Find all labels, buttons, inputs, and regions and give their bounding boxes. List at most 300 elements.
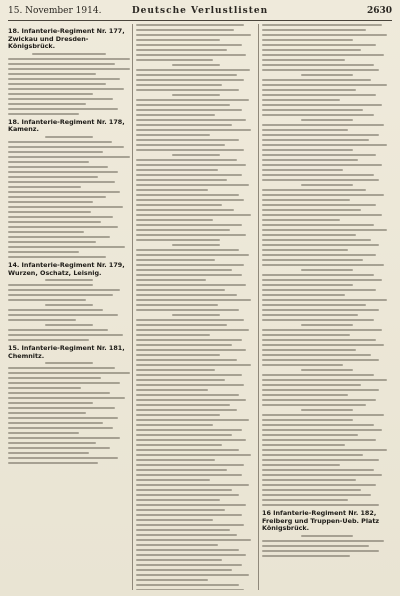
text-line (262, 244, 379, 246)
text-line (136, 519, 213, 521)
text-line (262, 204, 376, 206)
text-line (32, 53, 105, 55)
text-line (136, 409, 237, 411)
text-line (262, 489, 361, 491)
text-line (262, 454, 363, 456)
text-line (262, 114, 374, 116)
text-line (136, 289, 225, 291)
text-line (136, 284, 246, 286)
text-line (262, 374, 374, 376)
text-line (136, 334, 210, 336)
text-line (8, 412, 86, 414)
text-line (262, 129, 348, 131)
text-line (136, 544, 218, 546)
text-line (136, 124, 232, 126)
text-line (136, 239, 220, 241)
text-line (8, 161, 89, 163)
text-line (136, 429, 242, 431)
text-line (136, 104, 230, 106)
text-line (262, 504, 379, 506)
text-line (136, 419, 249, 421)
text-line (136, 54, 246, 56)
text-line (136, 394, 239, 396)
text-line (136, 514, 242, 516)
text-line (136, 119, 246, 121)
text-line (136, 559, 222, 561)
text-line (136, 299, 251, 301)
text-line (262, 124, 384, 126)
text-line (136, 84, 222, 86)
text-line (136, 424, 213, 426)
text-line (301, 535, 353, 537)
column-middle (136, 24, 256, 590)
text-line (262, 234, 356, 236)
text-line (8, 377, 101, 379)
text-line (172, 94, 220, 96)
column-divider (132, 24, 133, 590)
text-line (262, 254, 376, 256)
text-line (136, 129, 251, 131)
text-line (136, 229, 230, 231)
text-line (8, 226, 118, 228)
text-line (8, 437, 120, 439)
text-line (8, 191, 120, 193)
text-line (262, 550, 379, 552)
text-line (8, 73, 96, 75)
text-line (262, 279, 382, 281)
text-line (262, 79, 371, 81)
text-line (136, 454, 251, 456)
text-line (136, 259, 215, 261)
text-line (262, 499, 348, 501)
text-line (301, 184, 353, 186)
text-line (8, 83, 106, 85)
text-line (8, 176, 98, 178)
text-line (136, 574, 249, 576)
text-line (136, 534, 237, 536)
text-line (136, 554, 246, 556)
text-line (136, 474, 242, 476)
text-line (136, 264, 244, 266)
text-line (262, 249, 348, 251)
text-line (262, 394, 348, 396)
text-line (262, 334, 350, 336)
text-line (262, 349, 356, 351)
text-line (136, 569, 232, 571)
text-line (136, 79, 244, 81)
text-line (8, 427, 113, 429)
text-line (136, 459, 215, 461)
text-line (136, 404, 230, 406)
text-line (136, 349, 246, 351)
text-line (8, 392, 110, 394)
text-line (262, 84, 387, 86)
text-line (262, 274, 374, 276)
text-line (8, 447, 110, 449)
text-line (136, 189, 208, 191)
text-line (262, 464, 340, 466)
text-line (301, 324, 353, 326)
text-line (136, 509, 225, 511)
text-line (262, 229, 387, 231)
text-line (136, 489, 232, 491)
text-line (136, 279, 206, 281)
text-line (136, 354, 220, 356)
text-line (136, 399, 246, 401)
text-line (45, 324, 94, 326)
text-line (136, 359, 237, 361)
text-line (262, 384, 361, 386)
text-line (8, 201, 93, 203)
text-line (301, 269, 353, 271)
text-line (136, 504, 246, 506)
text-line (262, 449, 387, 451)
text-line (8, 294, 113, 296)
text-line (136, 219, 213, 221)
text-line (262, 294, 345, 296)
text-line (262, 314, 358, 316)
column-left (8, 24, 130, 590)
text-line (262, 414, 384, 416)
text-line (172, 64, 220, 66)
text-line (136, 274, 242, 276)
text-line (262, 484, 376, 486)
text-line (8, 309, 103, 311)
text-line (136, 234, 246, 236)
text-line (136, 39, 220, 41)
text-line (136, 589, 244, 590)
text-line (136, 139, 239, 141)
text-line (262, 444, 345, 446)
text-line (8, 407, 115, 409)
text-line (8, 146, 124, 148)
text-line (262, 545, 369, 547)
text-line (8, 452, 89, 454)
text-line (136, 214, 251, 216)
text-line (8, 462, 98, 464)
text-line (262, 219, 340, 221)
text-line (136, 184, 249, 186)
text-line (8, 196, 106, 198)
text-line (136, 254, 249, 256)
section-heading-reg181: 15. Infanterie-Regiment Nr. 181, Chemnitz. (8, 344, 125, 360)
text-line (8, 108, 118, 110)
text-line (136, 199, 244, 201)
text-line (136, 344, 232, 346)
text-line (45, 279, 94, 281)
text-line (8, 251, 79, 253)
text-line (262, 354, 371, 356)
text-line (136, 449, 239, 451)
text-line (262, 389, 379, 391)
text-line (172, 244, 220, 246)
text-line (136, 579, 208, 581)
text-line (262, 209, 361, 211)
text-line (8, 171, 118, 173)
header-rule (8, 20, 392, 21)
text-line (262, 169, 343, 171)
text-line (262, 379, 387, 381)
text-line (262, 459, 379, 461)
text-line (262, 194, 384, 196)
text-line (8, 289, 120, 291)
text-line (262, 54, 384, 56)
text-line (45, 362, 94, 364)
text-line (136, 564, 242, 566)
text-line (136, 164, 246, 166)
text-line (136, 149, 244, 151)
text-line (136, 494, 239, 496)
text-line (262, 344, 384, 346)
text-line (136, 484, 249, 486)
text-line (136, 174, 242, 176)
text-line (262, 284, 353, 286)
text-line (8, 103, 86, 105)
text-line (262, 429, 382, 431)
text-line (262, 479, 356, 481)
text-line (8, 319, 76, 321)
text-line (136, 339, 242, 341)
text-line (136, 309, 239, 311)
text-line (172, 154, 220, 156)
text-line (262, 134, 379, 136)
text-line (262, 144, 387, 146)
text-line (136, 29, 234, 31)
text-line (136, 169, 218, 171)
text-line (8, 63, 115, 65)
text-line (136, 379, 225, 381)
text-line (136, 479, 210, 481)
column-divider (258, 24, 259, 590)
text-line (262, 339, 376, 341)
text-line (45, 136, 94, 138)
text-line (262, 179, 379, 181)
text-line (262, 469, 374, 471)
text-line (8, 221, 101, 223)
text-line (8, 334, 123, 336)
text-line (136, 384, 244, 386)
text-line (262, 174, 374, 176)
text-line (8, 422, 103, 424)
text-line (136, 144, 225, 146)
text-line (136, 524, 244, 526)
text-line (136, 499, 220, 501)
text-line (8, 246, 125, 248)
text-line (136, 179, 227, 181)
text-line (8, 299, 86, 301)
text-line (136, 319, 244, 321)
text-line (262, 309, 379, 311)
text-line (262, 399, 376, 401)
text-line (8, 397, 125, 399)
text-line (262, 159, 358, 161)
text-line (262, 419, 353, 421)
text-line (136, 74, 237, 76)
text-line (301, 74, 353, 76)
text-line (136, 134, 210, 136)
text-line (8, 93, 93, 95)
text-line (262, 64, 374, 66)
text-line (262, 224, 374, 226)
text-line (262, 69, 379, 71)
section-heading-reg182: 16 Infanterie-Regiment Nr. 182, Freiberg und Truppen-Ueb. Platz Königsbrück. (262, 509, 380, 533)
text-line (262, 149, 353, 151)
text-line (262, 364, 343, 366)
text-line (8, 216, 113, 218)
text-line (8, 329, 108, 331)
text-line (136, 109, 242, 111)
text-line (262, 474, 382, 476)
text-line (262, 154, 376, 156)
text-line (262, 29, 366, 31)
text-line (262, 434, 358, 436)
text-line (8, 151, 103, 153)
text-line (8, 367, 115, 369)
text-line (8, 382, 120, 384)
text-line (262, 289, 376, 291)
text-line (136, 114, 215, 116)
text-line (8, 98, 113, 100)
text-line (136, 49, 227, 51)
text-line (8, 206, 123, 208)
section-heading-reg179: 14. Infanterie-Regiment Nr. 179, Wurzen, Oschatz, Leisnig. (8, 260, 125, 277)
text-line (136, 224, 242, 226)
text-line (8, 442, 96, 444)
text-line (136, 69, 250, 71)
text-line (8, 88, 124, 90)
text-line (136, 444, 222, 446)
text-line (8, 68, 130, 70)
text-line (8, 256, 106, 258)
text-line (8, 417, 118, 419)
text-line (136, 434, 232, 436)
text-line (8, 387, 81, 389)
text-line (262, 59, 345, 61)
text-line (301, 119, 353, 121)
text-line (262, 555, 350, 557)
text-line (136, 204, 222, 206)
text-line (262, 94, 376, 96)
text-line (8, 58, 130, 60)
page-number: 2630 (366, 6, 392, 16)
text-line (8, 186, 81, 188)
text-line (262, 404, 366, 406)
text-line (136, 99, 249, 101)
text-line (136, 389, 208, 391)
text-line (262, 199, 350, 201)
text-line (136, 59, 213, 61)
text-line (8, 339, 89, 341)
section-heading-reg177: 18. Infanterie-Regiment Nr. 177, Zwickau und Dresden-Königsbrück. (8, 27, 125, 51)
text-line (262, 99, 340, 101)
text-line (8, 372, 130, 374)
text-line (262, 540, 384, 542)
issue-date: 15. November 1914. (8, 6, 102, 16)
text-line (262, 39, 353, 41)
text-line (8, 402, 93, 404)
text-line (136, 304, 218, 306)
text-line (262, 109, 363, 111)
text-line (262, 359, 379, 361)
publication-title: Deutsche Verlustlisten (131, 6, 269, 16)
text-line (136, 374, 242, 376)
text-line (8, 113, 79, 115)
text-line (262, 439, 376, 441)
text-line (262, 299, 387, 301)
text-line (8, 457, 118, 459)
text-line (262, 189, 366, 191)
text-line (136, 294, 237, 296)
text-line (301, 369, 353, 371)
text-line (262, 164, 382, 166)
text-line (262, 104, 382, 106)
text-line (262, 214, 382, 216)
text-line (136, 249, 239, 251)
text-line (262, 424, 374, 426)
text-line (262, 319, 374, 321)
text-line (8, 78, 120, 80)
text-line (8, 166, 108, 168)
text-line (136, 414, 220, 416)
text-line (262, 259, 363, 261)
text-line (8, 156, 130, 158)
text-line (136, 529, 230, 531)
text-line (8, 211, 91, 213)
text-line (136, 324, 227, 326)
text-line (262, 34, 387, 36)
text-line (136, 369, 215, 371)
text-line (8, 432, 79, 434)
text-line (262, 44, 376, 46)
page-header (8, 4, 392, 18)
text-line (8, 231, 84, 233)
text-line (136, 469, 227, 471)
text-line (136, 24, 244, 26)
text-line (262, 24, 382, 26)
text-line (262, 139, 369, 141)
text-line (136, 329, 249, 331)
text-line (8, 181, 115, 183)
text-line (136, 439, 246, 441)
text-line (8, 241, 96, 243)
text-line (262, 264, 384, 266)
text-line (8, 314, 118, 316)
text-line (262, 304, 366, 306)
text-line (8, 236, 110, 238)
text-line (172, 314, 220, 316)
text-line (262, 89, 356, 91)
text-line (136, 89, 239, 91)
text-line (136, 364, 251, 366)
text-line (136, 539, 251, 541)
text-line (45, 304, 94, 306)
text-line (136, 269, 232, 271)
text-line (136, 159, 237, 161)
text-line (262, 494, 371, 496)
text-line (136, 44, 242, 46)
text-line (301, 409, 353, 411)
column-right (262, 24, 392, 590)
text-line (136, 34, 251, 36)
text-line (262, 239, 371, 241)
text-line (262, 329, 382, 331)
text-line (136, 549, 239, 551)
text-line (136, 194, 239, 196)
text-line (262, 49, 361, 51)
text-line (136, 209, 234, 211)
section-heading-reg178: 18. Infanterie-Regiment Nr. 178, Kamenz. (8, 117, 125, 134)
text-line (8, 141, 112, 143)
